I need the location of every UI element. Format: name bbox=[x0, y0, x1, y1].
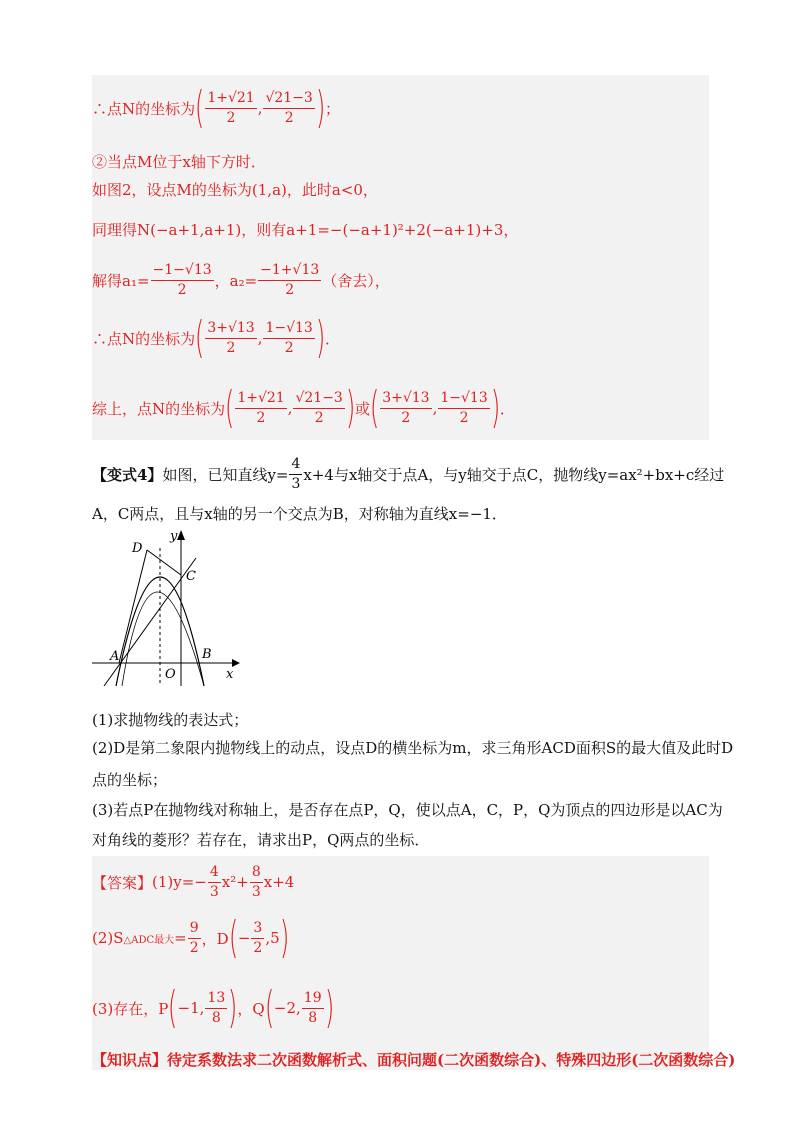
fraction: $\frac{4}{3}$ bbox=[209, 863, 219, 900]
solution-line-7: 综上，点N的坐标为 ( $\frac{1+√21}{2}$ , $\frac{√21-3}{2}$ ) 或 ( $\frac{3+√13}{2}$ , $\frac{1-√13}{2}$ ) ． bbox=[92, 382, 515, 433]
fraction: $\frac{-1-√13}{2}$ bbox=[152, 261, 212, 298]
fraction: $\frac{1+√21}{2}$ bbox=[237, 389, 285, 426]
left-paren: ( bbox=[195, 312, 205, 363]
left-paren: ( bbox=[195, 82, 205, 133]
left-paren: ( bbox=[264, 982, 275, 1033]
question-1: (1)求抛物线的表达式； bbox=[92, 710, 249, 729]
answer-tag: 【答案】 bbox=[92, 873, 153, 892]
knowledge-points: 【知识点】待定系数法求二次函数解析式、面积问题(二次函数综合)、特殊四边形(二次函数综合) bbox=[92, 1050, 736, 1069]
label-O: O bbox=[165, 667, 176, 682]
question-2a: (2)D是第二象限内抛物线上的动点，设点D的横坐标为m，求三角形ACD面积S的最大值及此时D bbox=[92, 738, 734, 757]
left-paren: ( bbox=[225, 382, 235, 433]
fraction: $\frac{1-√13}{2}$ bbox=[440, 389, 488, 426]
fraction: $\frac{√21-3}{2}$ bbox=[295, 389, 343, 426]
fraction: $\frac{1-√13}{2}$ bbox=[265, 319, 313, 356]
fraction: $\frac{19}{8}$ bbox=[303, 989, 322, 1026]
fraction: $\frac{4}{3}$ bbox=[291, 455, 301, 492]
curve-2 bbox=[122, 592, 204, 686]
question-3b: 对角线的菱形？若存在，请求出P，Q两点的坐标． bbox=[92, 830, 430, 849]
fraction: $\frac{3+√13}{2}$ bbox=[382, 389, 430, 426]
solution-line-4: 同理得N(−a+1,a+1)，则有a+1=−(−a+1)²+2(−a+1)+3， bbox=[92, 220, 519, 239]
fraction: $\frac{-1+√13}{2}$ bbox=[260, 261, 320, 298]
fraction: $\frac{13}{8}$ bbox=[207, 989, 226, 1026]
label-D: D bbox=[132, 541, 143, 556]
solution-line-3: 如图2，设点M的坐标为(1,a)，此时a<0， bbox=[92, 180, 378, 199]
y-axis-arrow bbox=[177, 530, 185, 540]
solution-line-5: 解得a₁= $\frac{-1-√13}{2}$ ，a₂= $\frac{-1+√13}{2}$ （舍去）， bbox=[92, 261, 390, 298]
answer-3: (3)存在，P ( −1, $\frac{13}{8}$ ) ，Q ( −2, $\frac{19}{8}$ ) bbox=[92, 982, 334, 1033]
question-2b: 点的坐标； bbox=[92, 770, 168, 789]
label-A: A bbox=[110, 649, 120, 664]
left-paren: ( bbox=[369, 382, 380, 433]
right-paren: ) bbox=[324, 982, 334, 1033]
fraction: $\frac{9}{2}$ bbox=[189, 919, 199, 956]
answer-2: (2)S △ADC最大 = $\frac{9}{2}$ ，D ( − $\frac{3}{2}$ ,5 ) bbox=[92, 912, 289, 963]
label-y: y bbox=[170, 529, 178, 544]
problem-tag: 【变式4】 bbox=[92, 465, 163, 484]
fraction: $\frac{√21-3}{2}$ bbox=[265, 89, 313, 126]
segment-dc bbox=[147, 550, 181, 575]
solution-line-6: ∴点N的坐标为 ( $\frac{3+√13}{2}$ , $\frac{1-√13}{2}$ ) ． bbox=[92, 312, 341, 363]
right-paren: ) bbox=[315, 312, 326, 363]
parabola-figure bbox=[92, 528, 252, 688]
right-paren: ) bbox=[228, 982, 238, 1033]
left-paren: ( bbox=[168, 982, 178, 1033]
x-axis-arrow bbox=[232, 659, 240, 667]
solution-line-2: ②当点M位于x轴下方时． bbox=[92, 152, 266, 171]
question-3a: (3)若点P在抛物线对称轴上，是否存在点P，Q，使以点A，C，P，Q为顶点的四边形是以AC为 bbox=[92, 800, 723, 819]
right-paren: ) bbox=[279, 912, 289, 963]
label-C: C bbox=[186, 569, 196, 584]
answer-1: 【答案】 (1)y=− $\frac{4}{3}$ x²+ $\frac{8}{3}$ x+4 bbox=[92, 863, 295, 900]
right-paren: ) bbox=[315, 82, 326, 133]
fraction: $\frac{8}{3}$ bbox=[251, 863, 261, 900]
fraction: $\frac{1+√21}{2}$ bbox=[207, 89, 255, 126]
fraction: $\frac{3}{2}$ bbox=[253, 919, 263, 956]
right-paren: ) bbox=[345, 382, 356, 433]
right-paren: ) bbox=[490, 382, 501, 433]
solution-line-1: ∴点N的坐标为 ( $\frac{1+√21}{2}$ , $\frac{√21-3}{2}$ ) ； bbox=[92, 82, 341, 133]
label-B: B bbox=[202, 647, 212, 662]
problem-line-2: A，C两点，且与x轴的另一个交点为B，对称轴为直线x=−1． bbox=[92, 504, 507, 523]
label-x: x bbox=[226, 667, 234, 682]
fraction: $\frac{3+√13}{2}$ bbox=[207, 319, 255, 356]
problem-line-1: 【变式4】 如图，已知直线y= $\frac{4}{3}$ x+4与x轴交于点A，与y轴交于点C，抛物线y=ax²+bx+c经过 bbox=[92, 455, 725, 492]
left-paren: ( bbox=[228, 912, 238, 963]
